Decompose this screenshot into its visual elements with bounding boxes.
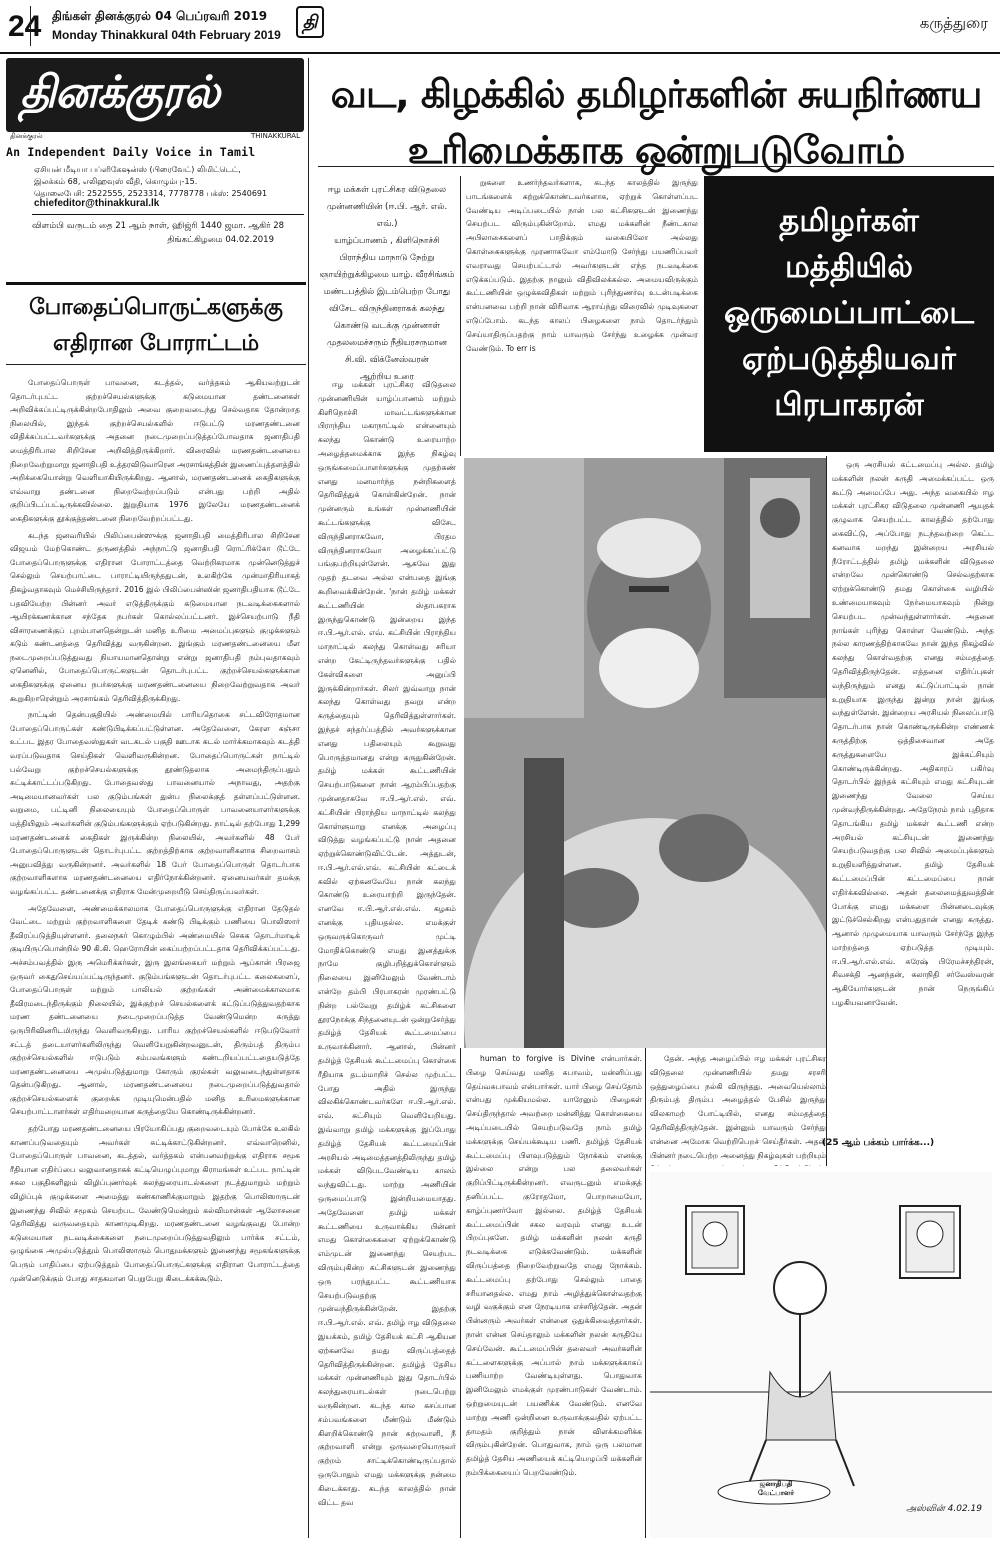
- speech-column-2-bottom: [466, 1052, 642, 1538]
- speech-column-4: [832, 458, 994, 1134]
- issue-date-english: Monday Thinakkural 04th February 2019: [52, 28, 281, 42]
- address-line: தொலைபேசி: 2522555, 2523314, 7778778 பக்ஸ்: 2540691: [34, 189, 268, 198]
- address-line: ஏசியன் மீடியா பப்ளிகேஷன்ஸ் (பிரைவேட்) லிமிட்டெட்,: [34, 165, 241, 174]
- speaker-photo: [464, 458, 826, 1048]
- header-divider: [30, 6, 31, 46]
- cartoon-caption: ஜனாதிபதி வேட்பாளர்: [757, 1480, 795, 1497]
- main-headline: [320, 66, 992, 178]
- column-divider: [645, 1048, 646, 1538]
- intro-line: யாழ்ப்பாணம் , கிளிநொச்சி: [334, 236, 440, 246]
- paragraph: ஈழ மக்கள் புரட்சிகர விடுதலை முன்னணியின் யாழ்ப்பாணம் மற்றும் கிளிநொச்சி மாவட்டங்களுக்கான பிராந்திய மகாநாட்டில் என்னையும் கலந்து கொண்டு உரையாற்ற அழைத்தமைக்காக இந்த நிகழ்வு ஒருங்கமைப்பாளர்களுக்கு முதற்கண் எனது மனமார்ந்த நன்றிகளைத் தெரிவித்துக் கொள்கின்றேன். நான் முன்னரும் உங்கள் முன்னணியின் கூட்டங்களுக்கு விசேட விருந்தினராகவோ, பிரதம விருந்தினராகவோ அழைக்கப்பட்டு பங்குபற்றியுள்ளேன். ஆகவே இது முதற் தடவை அல்ல என்பதை இங்கு கூறிவைக்கின்றேன். 'நான் தமிழ் மக்கள் கூட்டணியின் ஸ்தாபகராக இருந்துகொண்டு இன்றைய இந்த ஈ.பி.ஆர்.எல். எவ். கட்சியின் பிராந்திய மாநாட்டில் கலந்து கொள்வது சரியா என்ற கேட்டிருந்தவர்களுக்கு பதில் கேள்விகளை அனுப்பி இருக்கின்றார்கள். சிலர் இவ்வாறு நான் கலந்து கொள்வது தவறு என்ற கருத்தையும் தெரிவித்துள்ளார்கள். இந்தச் சந்தர்ப்பத்தில் அவர்களுக்கான எனது பதிலையும் கூறுவது பொருத்தமானது என்று கருதுகின்றேன். தமிழ் மக்கள் கூட்டணியின் செயற்பாடுகளை நான் ஆரம்பிப்பதற்கு முன்னதாகவே ஈ.பி.ஆர்.எல். எவ். கட்சியின் பிராந்திய மாநாட்டில் கலந்து கொள்ளுமாறு எனக்கு அழைப்பு விடுத்து வழங்கப்பட்டு நான் அதனை ஏற்றுக்கொண்டுவிட்டேன். அத்துடன், ஈ.பி.ஆர்.எல்.எவ். கட்சியின் கட்டைக் கவில் ஏற்கனவேயே நான் கலந்து கொண்டு உரையாற்றி இருந்தேன். எனவே ஈ.பி.ஆர்.எல்.எவ். கழகம் எனக்கு புதியதல்ல. எமக்குள் ஒருவருக்கொருவர் முட்டி மோதிக்கொண்டு எமது இனத்துக்கு நாமே குழிபறித்துக்கொள்ளும் நிலையை இனிமேலும் வேண்டாம் என்றே தம்பி பிரபாகரன் முரண்பட்டு நின்ற பல்வேறு தமிழ்க் கட்சிகளை தூரநோக்கு சிந்தனையுடன் ஒன்றுசேர்த்து தமிழ்த் தேசியக் கூட்டமைப்பை உருவாக்கினார். ஆனால், பின்னர் தமிழ்த் தேசியக் கூட்டமைப்பு கொள்கை ரீதியாக தடம்மாறிச் செல்ல முற்பட்ட போது அதில் இருந்து விலகிக்கொண்டவர்களே ஈ.பி.ஆர்.எல். எவ். கட்சியும் வெளியேறியது. இவ்வாறு தமிழ் மக்களுக்கு இப்போது தமிழ்த் தேசியக் கூட்டமைப்பின் அரசியல் அடிமைத்தனத்திலிருந்து தமிழ் மக்கள் விடுபடவேண்டிய காலம் வந்துவிட்டது. மாற்று அணியின் ஒருமைப்பாடு இன்றியமையாதது. அதேவேளை தமிழ் மக்கள் கூட்டணியை உருவாக்கிய பின்னர் எமது கொள்கைகளை ஏற்றுக்கொண்டு எம்முடன் இணைந்து செயற்பட விரும்புகின்ற கட்சிகளுடன் இணைந்து ஒரு பரந்துபட்ட கூட்டணியாக செயற்படுவதற்கு முன்வந்திருக்கின்றேன். இதற்கு ஈ.பி.ஆர்.எல். எவ். தமிழ் ஈழ விடுதலை இயக்கம், தமிழ் தேசியக் கட்சி ஆகியன ஏற்கனவே தமது விருப்பத்தைத் தெரிவித்திருக்கின்றன. தமிழ்த் தேசிய மக்கள் முன்னணியும் இது தொடர்பில் கலந்துரையாடல்கள் நடைபெற்று வருகின்றன. கடந்த கால கசப்பான சம்பவங்களை மீண்டும் மீண்டும் கிளறிக்கொண்டு நான் சுற்றவாளி, நீ குற்றவாளி என்று ஒருவரையொருவர் குற்றம் சாட்டிக்கொண்டிருப்பதால் ஒருபோதும் எமது மக்களுக்கு நன்மை கிடைக்காது. கடந்த காலத்தில் நான் விட்ட தவ: [318, 380, 456, 1507]
- issue-date-tamil: திங்கள் தினக்குரல் 04 பெப்ரவரி 2019: [52, 9, 268, 23]
- thinakkural-small-logo: தி: [296, 6, 324, 38]
- column-divider: [826, 456, 827, 1166]
- intro-line: மண்டபத்தில் இடம்பெற்ற போது: [323, 287, 451, 297]
- intro-line: விசேட விருந்தினராகக் கலந்து: [329, 304, 445, 314]
- calendar-line: திங்கட்கிழமை 04.02.2019: [167, 235, 274, 245]
- intro-line: சி.வி. விக்னேஸ்வரன்: [345, 355, 429, 365]
- publisher-address: [34, 164, 304, 200]
- speech-intro: [318, 182, 456, 386]
- pull-quote-line: ஏற்படுத்தியவர்: [741, 341, 956, 377]
- paragraph: ஒரு அரசியல் கட்டமைப்பு அல்ல. தமிழ் மக்களின் நலன் கருதி அமைக்கப்பட்ட ஒரு கூட்டு அமைப்பே அது. அந்த வகையில் ஈழ மக்கள் புரட்சிகர விடுதலை முன்னணி ஆயுதக் குழுவாக செயற்பட்ட காலத்தில் தற்போது கைவிட்டு, அப்போது நடந்தவற்றை கெட்ட கனவாக மறந்து இன்றைய அரசியல் நீரோட்டத்தில் தமிழ் மக்களின் விடுதலை என்றவே முன்கொண்டு செல்வதற்காக ஏற்றுக்கொண்டு தமது கொள்கை வழியில் உண்மையாகவும் நேர்மையாகவும் நின்று செயற்பட முன்வந்துள்ளார்கள். அதனை நாங்கள் புரிந்து கொள்ள வேண்டும். அந்த நல்ல காரணத்திற்காகவே நான் இந்த நிகழ்வில் கலந்து கொள்வதற்கு எனது சம்மதத்தை தெரிவித்திருந்தேன். எத்தனை எதிர்ப்புகள் வந்திருந்தும் எனது கட்டுப்பாட்டில் நான் உறுதியாக இருந்து இன்று நான் இங்கு வந்துள்ளேன். இன்றைய அரசியல் நிலைப்பாடு தொடர்பாக நான் கொண்டிருக்கின்ற எண்ணக் கருத்திற்கு ஒத்திசைவான அதே கருத்துகளையே இக்கட்சியும் கொண்டிருக்கின்றது. அதிகாரப் பகிர்வு தொடர்பில் இந்தக் கட்சியும் எமது கட்சியுடன் இணைந்து வேலை செய்ய முன்வந்திருக்கின்றது. அதேநேரம் நாம் புதிதாக தொடங்கிய தமிழ் மக்கள் கூட்டணி என்ற அரசியல் கட்சியுடன் இணைந்து செயற்படுவதற்கு பல சிவில் அமைப்புக்களும் உறுதியளித்துள்ளன. தமிழ் தேசியக் கூட்டமைப்பின் கட்டமைப்பை நான் எதிர்க்கவில்லை. அதன் தலைமைத்துவத்தின் போக்கு எமது மக்களை பின்னடைவுக்கு இட்டுச்செல்கிறது என்பதுதான் எனது கருத்து. ஆனால் முழுமையாக யாவரும் சேர்ந்தே இந்த மாற்றத்தை ஏற்படுத்த முடியும். ஈ.பி.ஆர்.எல்.எவ். சுரேஷ் பிரேமச்சந்திரன், சிவசக்தி ஆனந்தன், கலாநிதி சர்வேஸ்வரன் ஆகியோர்களுடன் நான் நெருங்கிப் பழகியவனாவேன்.: [832, 460, 994, 1008]
- intro-line: முன்னணியின் (ஈ.பி. ஆர். எல். எவ்.): [326, 202, 448, 229]
- intro-line: ஆற்றிய உரை: [360, 372, 414, 382]
- masthead-logo: தினக்குரல்: [6, 58, 304, 132]
- intro-line: பிராந்திய மாநாடு நேற்று: [339, 253, 435, 263]
- pull-quote-line: பிரபாகரன்: [774, 387, 924, 423]
- paragraph: நாட்டின் தென்பகுதியில் அண்மையில் பாரியதொகை சட்டவிரோதமான போதைப்பொருட்கள் கண்டுபிடிக்கப்பட்டுள்ளன. அதேவேளை, கேரள கஞ்சா உட்பட இதர போதைவஸ்துகள் வடகடல் பகுதி ஊடாக கடல் மார்க்கமாகவும் கடத்தி வரப்படுவதாக செய்திகள் வெளிவருகின்றன. போதைப்பொருட்கள் நாட்டில் பல்வேறு குற்றச்செயல்களுக்கு தூண்டுதலாக அமைந்திருப்பதும் சுட்டிக்காட்டப்படுகிறது. போதைவஸ்து பாவனையால் அநாவது, அதற்கு அடிமையானவர்கள் பல குடும்பங்கள் துன்ப நிலைக்குத் தள்ளப்பட்டுள்ளன. வறுமை, பட்டினி நிலையையும் போதைப்பொருள் பாவனையாளர்களுக்கு மத்தியிலும் அவர்களின் குடும்பங்களுக்கும் ஏற்படுகின்றது. நாட்டில் தற்போது 1,299 மரணதண்டனைக் கைதிகள் இருக்கின்ற நிலையில், அவர்களில் 48 பேர் போதைப்பொருளுடன் தொடர்புபட்ட குற்றத்திற்காக குற்றவாளிகளாக சிறைவாசம் அனுபவித்து வருகின்றனர். அவர்களில் 18 பேர் போதைப்பொருள் தொடர்பாக குற்றவாளிகளாக மரணதண்டனையை எதிர்நோக்கின்றனர். ஏனையவர்கள் தமக்கு வழங்கப்பட்ட தண்டனைக்கு எதிராக மேன்முறையீடு செய்திருப்பவர்கள்.: [10, 710, 300, 896]
- paragraph: human to forgive is Divine என்பார்கள். பிழை செய்வது மனித சுபாவம், மன்னிப்பது தெய்வசுபாவம் என்பார்கள். யார் பிழை செய்தோம் என்பது முக்கியமல்ல. யாரேனும் பிழைகள் செய்திருந்தால் அவற்றை மன்னித்து கொள்கையை அடிப்படையில் செயற்படுவதே நாம் தமிழ் மக்களுக்கு செய்யக்கூடிய பணி. தமிழ்த் தேசியக் கூட்டமைப்பு பிளவுபடுத்தும் நோக்கம் எனக்கு இல்லை என்று பல தலைவர்கள் குறிப்பிட்டிருக்கின்றனர். எவருடனும் எமக்குத் தனிப்பட்ட குரோதமோ, பொறாமையோ, காழ்ப்புணர்வோ இல்லை. தமிழ்த் தேசியக் கூட்டமைப்பின் சகல வரவும் எனது உடன் பிறப்புகளே. தமிழ் மக்களின் நலன் கருதி நடவடிக்கை எடுக்கவேண்டும். மக்களின் விருப்பத்தை நிறைவேற்றுவதே எமது நோக்கம். கூட்டமைப்பு தற்போது செல்லும் பாதை சரியானதல்ல. எமது நாம் அழித்துக்கொள்வதற்கு வழி வகுக்கும் என நேரடியாக எச்சரித்தேன். அதன் பின்னரும் அவர்கள் என்னை ஒதுக்கிவைத்தார்கள். நான் என்ன செய்தாலும் மக்களின் நலன் கருதியே செய்வேன். கூட்டமைப்பின் தலைவர் அவர்களின் கட்டளைகளுக்கு அப்பால் நாம் மக்களுக்காகப் பணியாற்ற வேண்டியுள்ளது. பொதுவாக இனிமேலும் எமக்குள் முரண்பாடுகள் வேண்டாம். ஒற்றுமையுடன் பயணிக்க வேண்டும். எனவே மாற்று அணி ஒன்றினை உருவாக்குவதில் ஏற்பட்ட தாமதம் குறித்தும் நான் விளக்கமளிக்க விரும்புகின்றேன். பொதுவாக, நாம் ஒரு பலமான தமிழ்த் தேசிய அணியைக் கட்டியெழுப்பி மக்களின் நம்பிக்கையைப் பெறவேண்டும்.: [466, 1054, 642, 1477]
- speech-column-3: [650, 1052, 826, 1166]
- masthead: [6, 58, 304, 280]
- continued-on-page-link[interactable]: (25 ஆம் பக்கம் பார்க்க...): [822, 1138, 935, 1148]
- masthead-small-right: THINAKKURAL: [250, 132, 300, 140]
- pull-quote-line: மத்தியில்: [784, 249, 914, 285]
- paragraph: தேன். அந்த அழைப்பில் ஈழ மக்கள் புரட்சிகர விடுதலை முன்னணியில் தமது சரசரி ஒத்துழைப்பை நல்கி விருந்தது. அவையெல்லாம் திரும்பத் திரும்ப அழைத்தல் பேசில் இருந்து விலகாமற் போட்டியில், எனது சம்மதத்தை தெரிவித்திருந்தேன். இன்னும் யாவரும் சேர்ந்து என்னை அமோக வெற்றிபெறச் செய்தீர்கள். அதன் பின்னர் நடைபெற்ற அனைத்து நிகழ்வுகள் பற்றியும்: [650, 1054, 826, 1160]
- column-divider: [460, 1048, 461, 1538]
- pull-quote-line: தமிழர்கள்: [779, 203, 919, 239]
- intro-line: முதலமைச்சரும் நீதியரசருமான: [327, 338, 447, 348]
- left-headline-rule: [6, 364, 306, 365]
- masthead-subline: [6, 132, 304, 142]
- masthead-bottom-rule: [6, 282, 306, 285]
- main-headline-line: வட, கிழக்கில் தமிழர்களின் சுயநிர்ணய: [330, 72, 982, 116]
- left-article-body: [10, 376, 300, 1536]
- pull-quote-line: ஒருமைப்பாட்டை: [724, 295, 974, 331]
- paragraph: தற்போது மரணதண்டனையை பிரயோகிப்பது குறைவடையும் போக்கே உலகில் காணப்படுவதையும் அவர்கள் சுட்டிக்காட்டுகின்றனர். எவ்வாறெனில், போதைப்பொருள் பாவனை, கடத்தல், வர்த்தகம் என்பனவற்றுக்கு எதிராக சமூக ரீதியான எதிர்ப்பை வலுவானதாகக் கட்டியெழுப்புமாறு கிராமங்கள் உட்பட நாட்டின் சகல பகுதிகளிலும் விழிப்புணர்வுக் கலந்துரையாடல்களை நடத்துமாறும் மற்றும் விழிப்புக் குழுக்களை அமைத்து கண்காணிக்குமாறும் இதற்கு பொலிஸாருடன் இணைந்து சிவில் சமூகம் செயற்பட வேண்டுமென்றும் கல்விமான்கள் ஆலோசனை தெரிவித்து வருவதையும் காணமுடிகிறது. மரணதண்டனை வழங்குவது போன்ற கடுமையான நடவடிக்கைகளை நடைமுறைப்படுத்துவதிலும் பார்க்க சட்டம், ஒழுங்கை அமுல்படுத்தும் பொலிஸாரும் பொதுமக்களும் இணைந்து சமூகங்களுக்கு பெரும் பாதிப்பை ஏற்படுத்தும் போதைப்பொருட்களுக்கு எதிரான போராட்டத்தை முன்னெடுக்கும் போது சாதகமான பெறுபேறு கிடைக்கக்கூடும்.: [10, 1124, 300, 1283]
- section-name: கருத்துரை: [919, 14, 988, 32]
- intro-line: ஞாயிற்றுக்கிழமை யாழ். வீரசிங்கம்: [319, 270, 455, 280]
- cartoon-drawing: [650, 1172, 992, 1538]
- page-number: 24: [8, 10, 42, 43]
- intro-line: ஈழ மக்கள் புரட்சிகர விடுதலை: [327, 185, 447, 195]
- header-rule: [0, 52, 1000, 54]
- political-cartoon: [650, 1172, 992, 1538]
- address-line: இலக்கம் 68, எலிஹவுஸ் வீதி, கொழும்பு-15.: [34, 177, 198, 186]
- paragraph: றுகளை உணர்ந்தவர்களாக, கடந்த காலத்தில் இருந்து பாடங்களைக் கற்றுக்கொண்டவர்களாக, ஏற்றுக் கொள்ளப்பட வேண்டிய அடிப்படையில் நான் பல கட்சிகளுடன் இணைந்து செயற்பட விரும்புகின்றோம். எமது மக்களின் நீண்டகால அபிலாசைகளைப் பாதிக்கும் வகையிலோ அல்லது கொள்கைகளுக்கு முரணாகவோ எம்மோடு சேர்ந்து பயணிப்பவர் எவராவது செயற்பட்டால் அவர்களுடன் எந்த நடவடிக்கை எடுக்கப்படும். இதற்கு நானும் விதிவிலக்கல்ல. அமையவிருக்கும் கூட்டணியின் ஒழுக்கவிதிகள் மற்றும் புரிந்துணர்வு உடன்படிக்கை என்பனவை பற்றி நான் விரிவாக ஆராய்ந்து விரைவில் முடிவுகளை எடுப்போம். கடந்த காலப் பிழைகளை நாம் தொடர்ந்தும் செய்யாதிருப்பதற்கு நாம் யாவரும் சேர்ந்து உழைக்க முன்வர வேண்டும். To err is: [466, 178, 698, 353]
- column-divider: [460, 176, 461, 456]
- left-headline-line: போதைப்பொருட்களுக்கு: [29, 295, 283, 320]
- left-article-headline: [10, 290, 302, 362]
- calendar-line: விளம்பி வருடம் தை 21 ஆம் நாள், ஹிஜ்ரி 1440 ஜமா. ஆகிர் 28: [32, 221, 285, 231]
- masthead-small-left: தினக்குரல்: [10, 132, 43, 140]
- calendar-date-box: [32, 214, 304, 247]
- paragraph: போதைப்பொருள் பாவனை, கடத்தல், வர்த்தகம் ஆகியவற்றுடன் தொடர்புபட்ட குற்றச்செயல்களுக்கு கடுமையான தண்டனைகள் அறிவிக்கப்பட்டிருக்கின்றபோதிலும் அவை குறைவடைந்து செல்வதாக தோன்றாத நிலையில், இந்தக் குற்றச்செயல்களில் ஈடுபட்டு மரணதண்டனை விதிக்கப்பட்டவர்களுக்கு அதனை நடைமுறைப்படுத்தப்போவதாக ஜனாதிபதி மைத்திரிபால சிறிசேன அறிவித்திருக்கிறார். விரைவில் மரணதண்டனையை நிறைவேற்றுமாறு ஜனாதிபதி உத்தரவிடுவாரென அரசாங்கத்தின் இணைப்புத்தளத்தில் அறிக்கையொன்று வெளியாகியிருக்கிறது. ஆனால், மரணதண்டனைக் கைதிகளுக்கு எவ்வாறு தண்டனை நிறைவேற்றப்படும் என்பது பற்றி அதில் குறிப்பிடப்பட்டிருக்கவில்லை. இறுதியாக 1976 இலேயே மரணதண்டனைக் கைதிகளுக்கு தூக்குத்தண்டனை நிறைவேற்றப்பட்டது.: [10, 378, 300, 523]
- masthead-tagline: An Independent Daily Voice in Tamil: [6, 145, 256, 159]
- column-divider: [308, 58, 309, 1538]
- speaker-photo-illustration: [464, 458, 826, 1048]
- speech-column-1: [318, 378, 456, 1538]
- pull-quote-box: [704, 176, 994, 452]
- cartoonist-signature: அஸ்வின் 4.02.19: [906, 1504, 982, 1514]
- speech-column-2-top: [466, 176, 698, 452]
- paragraph: கடந்த ஜனவரியில் பிலிப்பைன்ஸுக்கு ஜனாதிபதி மைத்திரிபால சிறிசேன விஜயம் மேற்கொண்ட தருணத்தில் அந்நாட்டு ஜனாதிபதி ரொட்ரிக்கோ டூட்டே போதைப்பொருளுக்கு எதிரான போராட்டத்தை வெற்றிகரமாக முன்னெடுத்துச் செல்லும் செயற்பாட்டை பாராட்டியிருந்ததுடன், உலகிற்கே முன்மாதிரியாகத் திகழ்வதாகவும் மெச்சியிருந்தார். 2016 இல் பிலிப்பைன்ஸின் ஜனாதிபதியாக டூட்டே பதவியேற்ற பின்னர் அவர் எடுத்திருக்கும் கடுமையான நடவடிக்கைகளால் ஆயிரக்கணக்கான சந்தேக நபர்கள் கொல்லப்பட்டனர். இச்செயற்பாடு நீதி விசாரணைக்குப் புறம்பானதென்றுடன் மனித உரிமை அமைப்புகளும் குழுக்களும் கடும் கண்டனத்தை தெரிவித்து வருகின்றன. இங்கும் மரணதண்டனையை மீள நடைமுறைப்படுத்துவது நியாயமானதொன்று என்று ஜனாதிபதி நம்புவதாகவும் ஏனெனில், போதைப்பொருட்களுடன் தொடர்புபட்ட குற்றச்செயல்களுக்கான கைதிகளுக்கு ஏனைய நபர்களுக்கு மரணதண்டனையை நிறைவேற்றுவதாக அவர் கூறுகிறாரென்றும் அரசாங்கம் தெரிவித்திருக்கிறது.: [10, 530, 300, 703]
- left-headline-line: எதிரான போராட்டம்: [52, 331, 260, 356]
- intro-line: கொண்டு வடக்கு முன்னாள்: [333, 321, 441, 331]
- main-headline-line: உரிமைக்காக ஒன்றுபடுவோம்: [407, 128, 905, 172]
- paragraph: அதேவேளை, அண்மைக்காலமாக போதைப்பொருளுக்கு எதிரான தேடுதல் வேட்டை மற்றும் குற்றவாளிகளை தேடிக் கண்டு பிடிக்கும் பணியை பொலிஸார் தீவிரப்படுத்தியுள்ளனர். தலைநகர் கொழும்பில் அண்மையில் செசுக தொடர்மாடிக் குடியிருப்பொன்றில் 90 கி.கி. ஹெரோயின் கைப்பற்றப்பட்டதாக தெரிவிக்கப்பட்டது. அச்சம்பவத்தில் இரு அமெரிக்கர்கள், இரு இலங்கையர் மற்றும் ஆப்கான் பிரஜை ஒருவர் கைதுசெய்யப்பட்டிருந்தனர். குடும்பங்களுடன் தொடர்புபட்ட கலைகளைப், போதைப்பொருள் மற்றும் பாலியல் குற்றங்கள் அண்மைக்காலமாக தீவிரமடைந்திருக்கும் நிலையில், இக்குற்றச் செயல்களைக் கட்டுப்படுத்துவதற்காக மரண தண்டனையை நடைமுறைப்படுத்த வேண்டுமென்ற கருத்து ஒருபிரிவினரிடமிருந்து வெளிவருகிறது. பாரிய குற்றச்செயல்களில் ஈடுபடுவோர் சட்டத் தடையாளர்களிலிருந்து வெளியேறுகின்றவனுடன், திரும்பத் திரும்ப குற்றச்செயல்களில் ஈடுபடும் சம்பவங்களும் கண்டறியப்பட்டதையடுத்தே மரணதண்டனையை அமுல்படுத்துமாறு கோரும் குரல்கள் வலுவடைந்துள்ளதாக தென்படுகிறது. ஆனால், மரணதண்டனையை நடைமுறைப்படுத்துவதால் குற்றச்செயல்களைக் குறைக்க முடியுமென்பதில் மனித உரிமைகளுக்கான செயற்பாட்டாளர்கள் எதிர்மறையான கருத்தையே கொண்டிருக்கின்றனர்.: [10, 903, 300, 1117]
- editor-email-link[interactable]: chiefeditor@thinakkural.lk: [34, 198, 160, 209]
